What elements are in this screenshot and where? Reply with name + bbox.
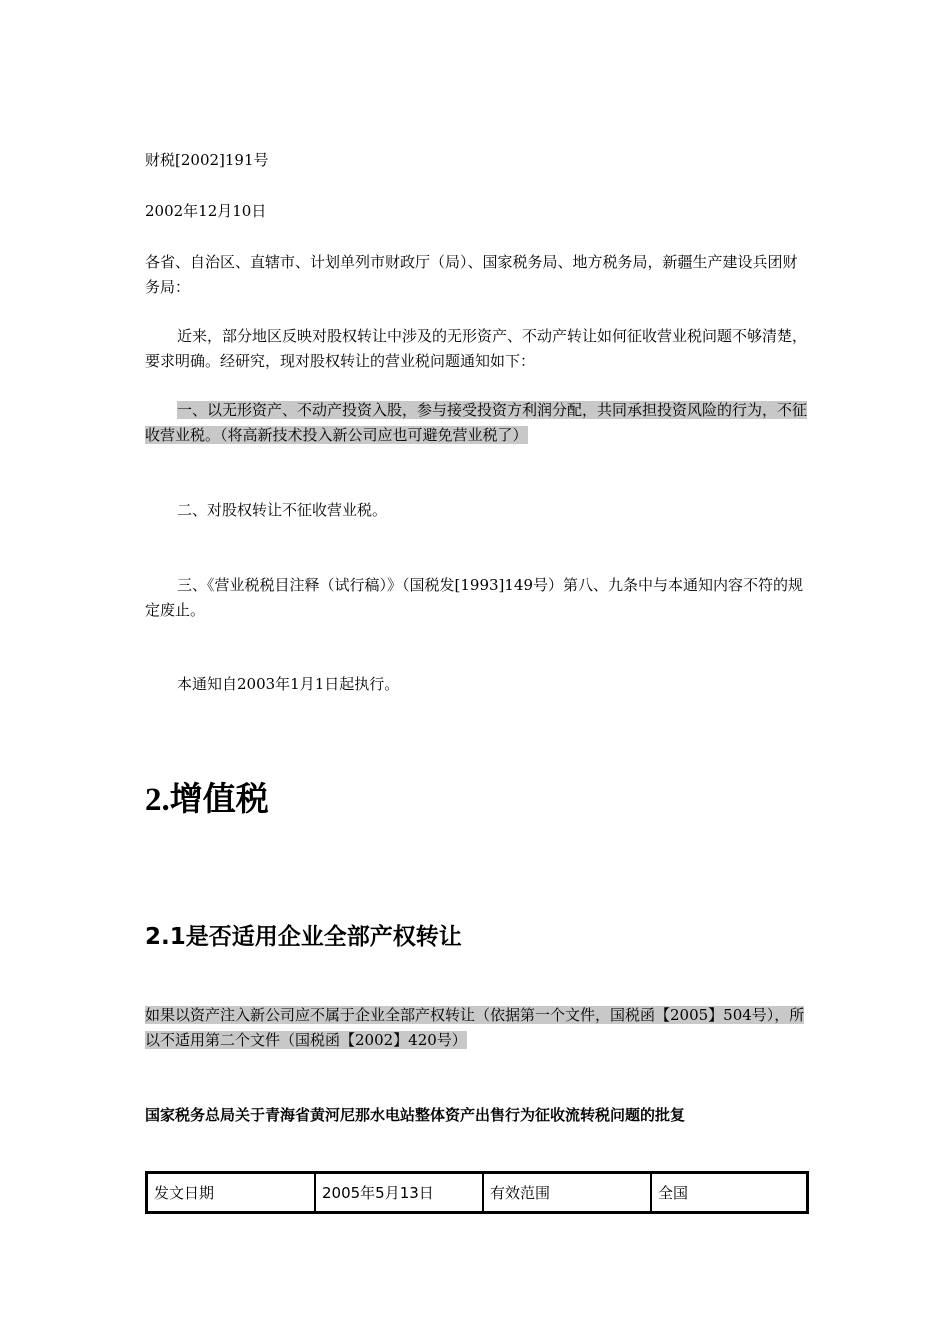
doc-number: 财税[2002]191号 xyxy=(145,151,269,169)
document-info-table xyxy=(145,1171,809,1214)
effective-date-paragraph: 本通知自2003年1月1日起执行。 xyxy=(177,675,400,693)
addressee: 各省、自治区、直辖市、计划单列市财政厅（局）、国家税务局、地方税务局，新疆生产建设兵团财务局： xyxy=(145,253,798,296)
table-row xyxy=(147,1173,807,1212)
item-2-paragraph: 二、对股权转让不征收营业税。 xyxy=(177,501,388,519)
heading-vat: 2.增值税 xyxy=(145,782,269,818)
issue-date-value: 2005年5月13日 xyxy=(315,1173,483,1212)
issue-date-label: 发文日期 xyxy=(147,1173,315,1212)
item-1-paragraph xyxy=(145,398,809,448)
note-paragraph xyxy=(145,1003,809,1053)
note-highlight: 如果以资产注入新公司应不属于企业全部产权转让（依据第一个文件，国税函【2005】504号），所以不适用第二个文件（国税函【2002】420号） xyxy=(145,1006,805,1049)
doc-date: 2002年12月10日 xyxy=(145,202,267,220)
item-3-paragraph: 三、《营业税税目注释（试行稿）》（国税发[1993]149号）第八、九条中与本通知内容不符的规定废止。 xyxy=(145,576,804,619)
scope-label: 有效范围 xyxy=(483,1173,651,1212)
heading-transfer: 2.1是否适用企业全部产权转让 xyxy=(145,924,462,950)
scope-value: 全国 xyxy=(651,1173,807,1212)
intro-paragraph: 近来，部分地区反映对股权转让中涉及的无形资产、不动产转让如何征收营业税问题不够清楚，要求明确。经研究，现对股权转让的营业税问题通知如下： xyxy=(145,327,808,370)
item-1-highlight: 一、以无形资产、不动产投资入股，参与接受投资方利润分配，共同承担投资风险的行为，不征收营业税。（将高新技术投入新公司应也可避免营业税了） xyxy=(145,401,808,444)
reply-title: 国家税务总局关于青海省黄河尼那水电站整体资产出售行为征收流转税问题的批复 xyxy=(145,1106,686,1124)
